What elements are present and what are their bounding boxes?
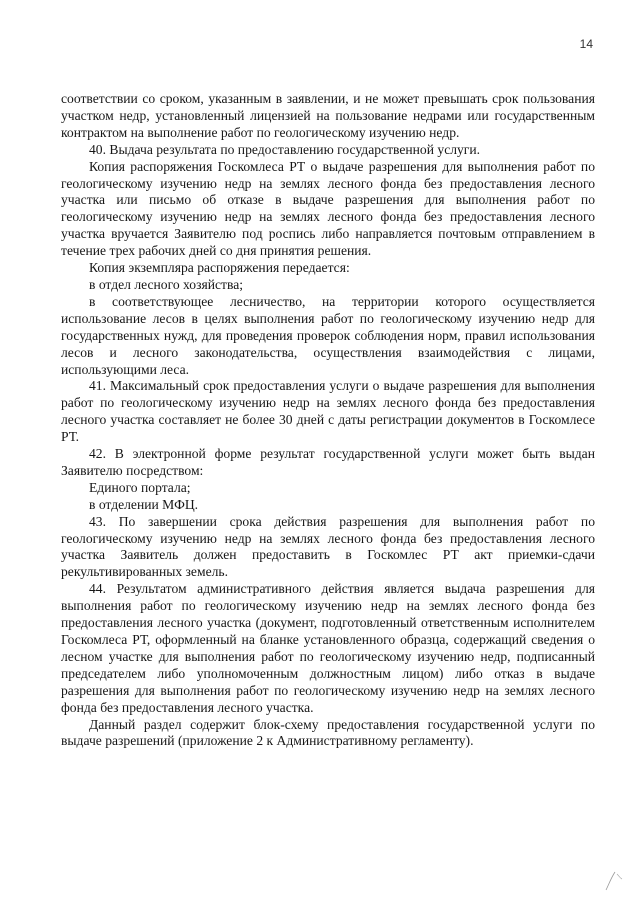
paragraph-43: 43. По завершении срока действия разрешения для выполнения работ по геологическому изучению недр на землях лесного фонда без предоставления лесного участка Заявитель должен предоставить в Госкомлес РТ акт приемки-сдачи рекультивированных земель. (61, 513, 595, 580)
paragraph-continuation: соответствии со сроком, указанным в заявлении, и не может превышать срок пользования участком недр, установленный лицензией на пользование недрами или государственным контрактом на выполнение работ по геологическому изучению недр. (61, 91, 595, 140)
paragraph-copy-intro: Копия экземпляра распоряжения передается: (89, 260, 350, 276)
paragraph-42: 42. В электронной форме результат государственной услуги может быть выдан Заявителю посредством: (61, 446, 595, 478)
paragraph-40-heading: 40. Выдача результата по предоставлению государственной услуги. (89, 141, 481, 157)
scan-mark (603, 868, 625, 892)
paragraph-copy-item-1: в отдел лесного хозяйства; (89, 276, 244, 292)
page-number: 14 (579, 37, 593, 51)
document-body (61, 91, 595, 750)
paragraph-44: 44. Результатом административного действия является выдача разрешения для выполнения работ по геологическому изучению недр на землях лесного фонда без предоставления лесного участка (документ, подготовленный ответственным исполнителем Госкомлеса РТ, оформленный на бланке установленного образца, содержащий сведения о лесном участке для выполнения работ по геологическому изучению недр, подписанный председателем либо уполномоченным должностным лицом) либо отказ в выдаче разрешения для выполнения работ по геологическому изучению недр на землях лесного фонда без предоставления лесного участка. (61, 581, 595, 715)
paragraph-copy-item-2: в соответствующее лесничество, на территории которого осуществляется использование лесов в целях выполнения работ по геологическому изучению недр для государственных нужд, для проведения проверок соблюдения норм, правил использования лесов и лесного законодательства, осуществления взаимодействия с лицами, использующими леса. (61, 293, 595, 377)
paragraph-40-body: Копия распоряжения Госкомлеса РТ о выдаче разрешения для выполнения работ по геологическому изучению недр на землях лесного фонда без предоставления лесного участка или письмо об отказе в выдаче разрешения для выполнения работ по геологическому изучению недр на землях лесного фонда без предоставления лесного участка вручается Заявителю под роспись либо направляется почтовым отправлением в течение трех рабочих дней со дня принятия решения. (61, 158, 595, 259)
paragraph-42-item-2: в отделении МФЦ. (89, 496, 199, 512)
paragraph-section-note: Данный раздел содержит блок-схему предоставления государственной услуги по выдаче разрешений (приложение 2 к Административному регламенту). (61, 716, 595, 749)
paragraph-42-item-1: Единого портала; (89, 479, 191, 495)
paragraph-41: 41. Максимальный срок предоставления услуги о выдаче разрешения для выполнения работ по геологическому изучению недр на землях лесного фонда без предоставления лесного участка составляет не более 30 дней с даты регистрации документов в Госкомлесе РТ. (61, 378, 595, 445)
